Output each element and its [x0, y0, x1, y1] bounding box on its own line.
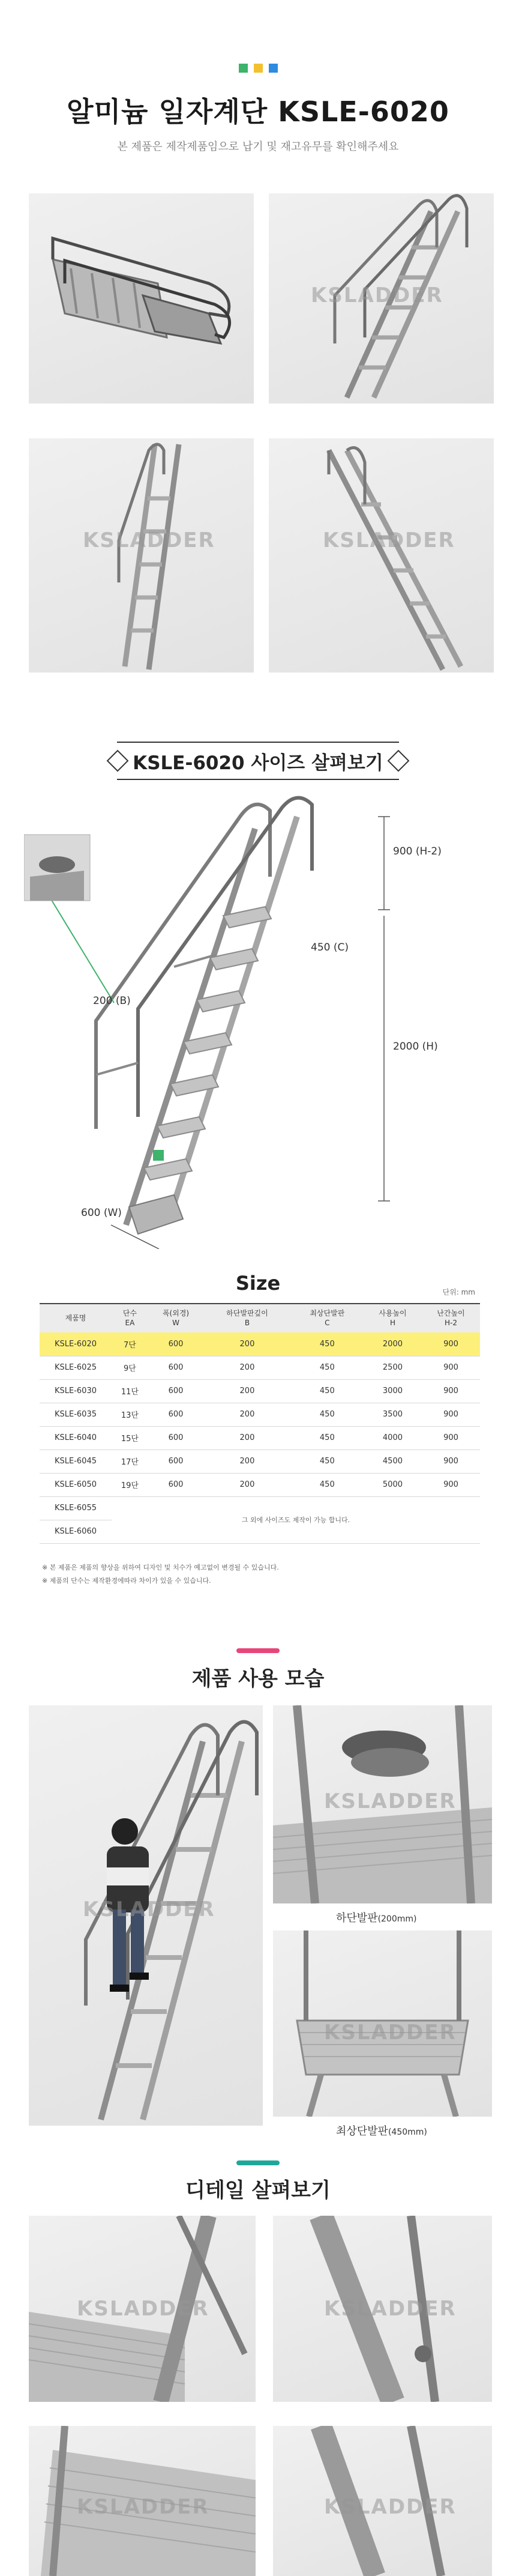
cell-rail-height: 900 [422, 1450, 480, 1473]
cell-use-height: 4000 [364, 1426, 422, 1450]
cell-steps: 17단 [112, 1450, 148, 1473]
caption-bottom-size: (200mm) [377, 1914, 417, 1924]
usage-section-title: 제품 사용 모습 [191, 1667, 325, 1691]
cell-top-platform: 450 [291, 1473, 364, 1496]
detail-section-bar [236, 2160, 280, 2165]
cell-rail-height: 900 [422, 1403, 480, 1426]
cell-steps: 9단 [112, 1356, 148, 1379]
cell-product-name: KSLE-6025 [40, 1356, 112, 1379]
caption-top-label: 최상단발판 [336, 2125, 388, 2138]
table-row [40, 1403, 480, 1426]
size-table [40, 1303, 480, 1544]
stair-angle-left-illustration [29, 438, 254, 673]
table-row [40, 1356, 480, 1379]
size-section-banner [117, 742, 399, 780]
cell-product-name: KSLE-6030 [40, 1379, 112, 1403]
detail-section-title: 디테일 살펴보기 [185, 2178, 331, 2203]
watermark: KSLADDER [324, 2021, 457, 2045]
yellow-dot [254, 64, 263, 73]
cell-width: 600 [148, 1450, 203, 1473]
product-photo-angle-left [29, 438, 254, 673]
cell-product-name: KSLE-6035 [40, 1403, 112, 1426]
cell-width: 600 [148, 1332, 203, 1356]
size-table-header-row [40, 1304, 480, 1332]
cell-rail-height: 900 [422, 1332, 480, 1356]
size-table-unit: 단위: mm [442, 1288, 475, 1296]
usage-photo-bottom-platform [273, 1705, 492, 1903]
cell-rail-height: 900 [422, 1473, 480, 1496]
caption-bottom-platform [336, 1909, 416, 1925]
custom-size-note: 그 외에 사이즈도 제작이 가능 합니다. [112, 1496, 480, 1543]
dimension-h2-label: 900 (H-2) [393, 845, 442, 857]
cell-use-height: 2500 [364, 1356, 422, 1379]
table-row [40, 1450, 480, 1473]
cell-steps: 19단 [112, 1473, 148, 1496]
cell-bottom-depth: 200 [203, 1426, 291, 1450]
header-product-name: 제품명 [40, 1304, 112, 1332]
caption-top-size: (450mm) [388, 2127, 427, 2137]
green-dot [239, 64, 248, 73]
cell-width: 600 [148, 1426, 203, 1450]
cell-rail-height: 900 [422, 1356, 480, 1379]
detail-photo-tread-joint [29, 2216, 256, 2402]
cell-top-platform: 450 [291, 1426, 364, 1450]
cell-bottom-depth: 200 [203, 1379, 291, 1403]
page-subtitle: 본 제품은 제작제품임으로 납기 및 재고유무를 확인해주세요 [117, 141, 399, 153]
cell-product-name: KSLE-6020 [40, 1332, 112, 1356]
header-top-platform: 최상단발판 C [291, 1304, 364, 1332]
watermark: KSLADDER [83, 1897, 215, 1921]
cell-product-name: KSLE-6040 [40, 1426, 112, 1450]
table-row [40, 1379, 480, 1403]
product-photo-front-view [269, 193, 494, 404]
page-title: 알미늄 일자계단 KSLE-6020 [67, 95, 449, 128]
usage-section-bar [236, 1648, 280, 1653]
cell-width: 600 [148, 1379, 203, 1403]
cell-steps: 13단 [112, 1403, 148, 1426]
watermark: KSLADDER [324, 2495, 457, 2519]
size-table-body [40, 1332, 480, 1543]
cell-steps: 11단 [112, 1379, 148, 1403]
size-section-title: KSLE-6020 사이즈 살펴보기 [133, 752, 383, 774]
cell-width: 600 [148, 1403, 203, 1426]
usage-photo-person-climbing [29, 1705, 263, 2126]
product-photo-side-view [29, 193, 254, 404]
cell-rail-height: 900 [422, 1379, 480, 1403]
cell-bottom-depth: 200 [203, 1450, 291, 1473]
header-color-dots [0, 64, 516, 73]
table-row [40, 1473, 480, 1496]
header-width: 폭(외경) W [148, 1304, 203, 1332]
cell-bottom-depth: 200 [203, 1473, 291, 1496]
detail-photo-stringer [273, 2426, 492, 2576]
stair-angle-right-illustration [269, 438, 494, 673]
cell-use-height: 3500 [364, 1403, 422, 1426]
note-step-variance: ※ 제품의 단수는 제작환경에따라 차이가 있을 수 있습니다. [42, 1577, 211, 1585]
cell-product-name: KSLE-6055 [40, 1496, 112, 1520]
cell-product-name: KSLE-6045 [40, 1450, 112, 1473]
cell-bottom-depth: 200 [203, 1403, 291, 1426]
table-row [40, 1496, 480, 1520]
usage-photo-top-platform [273, 1930, 492, 2117]
stair-side-illustration [29, 193, 254, 404]
header-steps: 단수 EA [112, 1304, 148, 1332]
watermark: KSLADDER [77, 2297, 209, 2321]
cell-top-platform: 450 [291, 1379, 364, 1403]
size-notes [42, 1561, 279, 1588]
dimension-w-label: 600 (W) [81, 1207, 122, 1219]
header-bottom-depth: 하단발판깊이 B [203, 1304, 291, 1332]
cell-product-name: KSLE-6050 [40, 1473, 112, 1496]
size-table-title: Size [235, 1272, 281, 1295]
cell-rail-height: 900 [422, 1426, 480, 1450]
header-use-height: 사용높이 H [364, 1304, 422, 1332]
caption-top-platform [336, 2123, 427, 2138]
cell-steps: 15단 [112, 1426, 148, 1450]
table-row [40, 1332, 480, 1356]
watermark: KSLADDER [324, 1789, 457, 1813]
cell-top-platform: 450 [291, 1450, 364, 1473]
dimension-b-label: 200 (B) [93, 995, 131, 1007]
dimension-diagram [24, 793, 492, 1249]
note-design-change: ※ 본 제품은 제품의 향상을 위하여 디자인 및 치수가 예고없이 변경될 수 있습니다. [42, 1564, 279, 1571]
watermark: KSLADDER [77, 2495, 209, 2519]
detail-photo-platform-edge [29, 2426, 256, 2576]
cell-top-platform: 450 [291, 1332, 364, 1356]
watermark: KSLADDER [324, 2297, 457, 2321]
header-rail-height: 난간높이 H-2 [422, 1304, 480, 1332]
table-row [40, 1426, 480, 1450]
cell-bottom-depth: 200 [203, 1356, 291, 1379]
watermark: KSLADDER [323, 528, 455, 552]
product-photo-angle-right [269, 438, 494, 673]
cell-top-platform: 450 [291, 1403, 364, 1426]
cell-bottom-depth: 200 [203, 1332, 291, 1356]
cell-top-platform: 450 [291, 1356, 364, 1379]
cell-use-height: 2000 [364, 1332, 422, 1356]
dimension-h-label: 2000 (H) [393, 1041, 438, 1053]
caption-bottom-label: 하단발판 [336, 1912, 378, 1924]
watermark: KSLADDER [83, 528, 215, 552]
cell-use-height: 5000 [364, 1473, 422, 1496]
cell-use-height: 4500 [364, 1450, 422, 1473]
cell-width: 600 [148, 1473, 203, 1496]
cell-width: 600 [148, 1356, 203, 1379]
watermark: KSLADDER [311, 283, 443, 307]
blue-dot [269, 64, 278, 73]
cell-use-height: 3000 [364, 1379, 422, 1403]
detail-photo-rail-bracket [273, 2216, 492, 2402]
cell-product-name: KSLE-6060 [40, 1520, 112, 1543]
cell-steps: 7단 [112, 1332, 148, 1356]
dimension-c-label: 450 (C) [311, 942, 349, 954]
